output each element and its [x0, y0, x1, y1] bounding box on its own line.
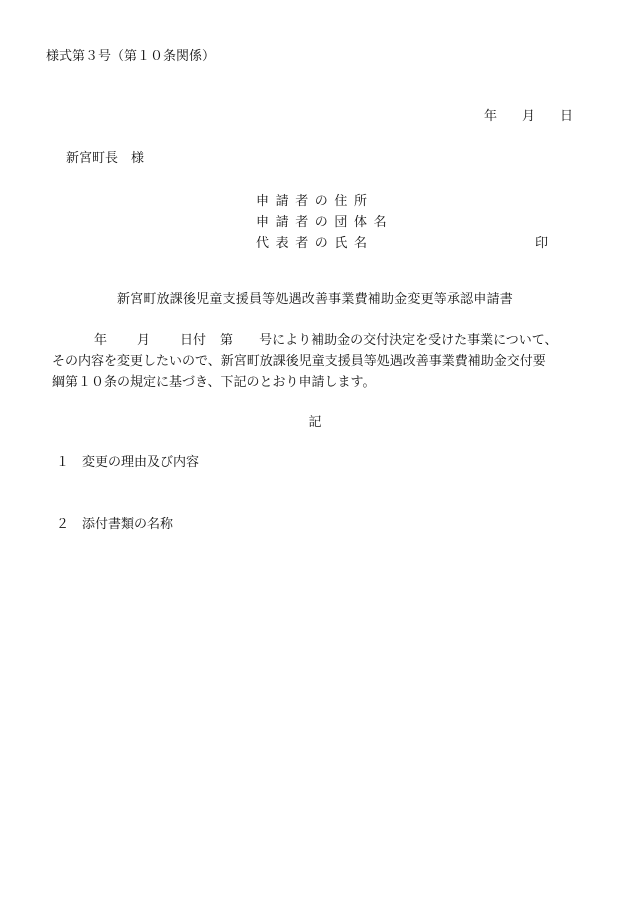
- date-line: [484, 108, 573, 126]
- item-label: 変更の理由及び内容: [82, 455, 200, 470]
- body-line-1-rest: 号により補助金の交付決定を受けた事業について、: [259, 333, 558, 348]
- form-number: 様式第３号（第１０条関係）: [46, 49, 216, 64]
- date-day: 日: [560, 109, 574, 124]
- item-number: ２: [56, 517, 70, 532]
- date-year: 年: [484, 109, 498, 124]
- applicant-group-name-row: [256, 212, 576, 233]
- applicant-block: [256, 191, 576, 254]
- item-label: 添付書類の名称: [82, 517, 174, 532]
- item-attachments: [56, 516, 173, 534]
- applicant-address-row: [256, 191, 576, 212]
- body-line-2: その内容を変更したいので、新宮町放課後児童支援員等処遇改善事業費補助金交付要: [52, 354, 546, 369]
- body-paragraph: [52, 330, 558, 393]
- body-dated: 日付: [180, 333, 207, 348]
- body-month: 月: [137, 333, 151, 348]
- document-title: 新宮町放課後児童支援員等処遇改善事業費補助金変更等承認申請書: [116, 292, 513, 307]
- date-month: 月: [522, 109, 536, 124]
- body-line-3: 綱第１０条の規定に基づき、下記のとおり申請します。: [52, 375, 376, 390]
- applicant-group-name-label: 申請者の団体名: [256, 215, 394, 230]
- representative-name-label: 代表者の氏名: [256, 236, 374, 251]
- applicant-address-label: 申請者の住所: [256, 194, 374, 209]
- seal-mark: 印: [535, 236, 549, 251]
- representative-name-row: [256, 233, 576, 254]
- item-number: １: [56, 455, 70, 470]
- item-change-reason: [56, 454, 199, 472]
- body-year: 年: [94, 333, 108, 348]
- addressee: 新宮町長 様: [66, 151, 145, 166]
- record-heading: 記: [308, 415, 322, 430]
- body-line-1: [52, 330, 558, 351]
- body-number-prefix: 第: [220, 333, 234, 348]
